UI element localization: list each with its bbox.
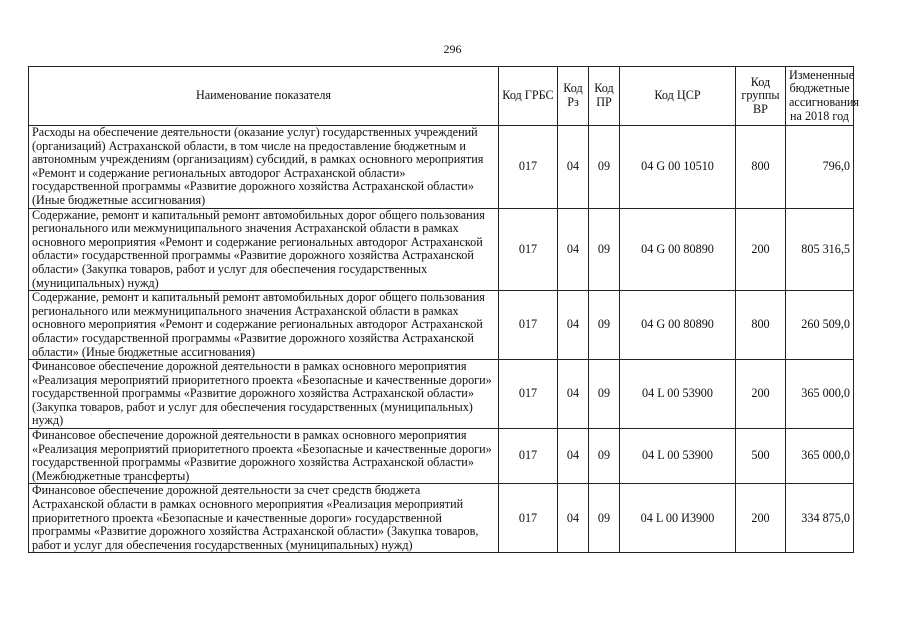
header-grbs: Код ГРБС xyxy=(499,67,558,126)
row-amount: 334 875,0 xyxy=(786,484,854,553)
row-rz: 04 xyxy=(558,360,589,429)
row-pr: 09 xyxy=(589,208,620,291)
row-amount: 365 000,0 xyxy=(786,429,854,484)
row-grbs: 017 xyxy=(499,360,558,429)
row-csr: 04 G 00 80890 xyxy=(620,291,736,360)
row-name: Финансовое обеспечение дорожной деятельности в рамках основного мероприятия «Реализация мероприятий приоритетного проекта «Безопасные и качественные дороги» государственной программы «Развитие дорожного хозяйства Астраханской области» (Межбюджетные трансферты) xyxy=(29,429,499,484)
row-grbs: 017 xyxy=(499,126,558,209)
table-row xyxy=(29,291,854,360)
table-row xyxy=(29,484,854,553)
header-rz: Код Рз xyxy=(558,67,589,126)
row-pr: 09 xyxy=(589,484,620,553)
row-csr: 04 G 00 10510 xyxy=(620,126,736,209)
header-pr: Код ПР xyxy=(589,67,620,126)
row-vr: 800 xyxy=(736,291,786,360)
budget-table xyxy=(28,66,860,553)
row-vr: 200 xyxy=(736,484,786,553)
row-csr: 04 L 00 53900 xyxy=(620,360,736,429)
row-name: Содержание, ремонт и капитальный ремонт автомобильных дорог общего пользования регионального или межмуниципального значения Астраханской области в рамках основного мероприятия «Ремонт и содержание региональных автодорог Астраханской области» государственной программы «Развитие дорожного хозяйства Астраханской области» (Иные бюджетные ассигнования) xyxy=(29,291,499,360)
row-rz: 04 xyxy=(558,291,589,360)
row-pr: 09 xyxy=(589,291,620,360)
row-pr: 09 xyxy=(589,126,620,209)
row-name: Финансовое обеспечение дорожной деятельности в рамках основного мероприятия «Реализация мероприятий приоритетного проекта «Безопасные и качественные дороги» государственной программы «Развитие дорожного хозяйства Астраханской области» (Закупка товаров, работ и услуг для обеспечения государственных (муниципальных) нужд) xyxy=(29,360,499,429)
row-vr: 800 xyxy=(736,126,786,209)
header-vr: Код группы ВР xyxy=(736,67,786,126)
row-name: Содержание, ремонт и капитальный ремонт автомобильных дорог общего пользования регионального или межмуниципального значения Астраханской области в рамках основного мероприятия «Ремонт и содержание региональных автодорог Астраханской области» государственной программы «Развитие дорожного хозяйства Астраханской области» (Закупка товаров, работ и услуг для обеспечения государственных (муниципальных) нужд) xyxy=(29,208,499,291)
header-name: Наименование показателя xyxy=(29,67,499,126)
row-csr: 04 L 00 И3900 xyxy=(620,484,736,553)
row-pr: 09 xyxy=(589,360,620,429)
row-vr: 200 xyxy=(736,208,786,291)
table-row xyxy=(29,126,854,209)
header-amount: Измененные бюджетные ассигнования на 2018 год xyxy=(786,67,854,126)
row-amount: 805 316,5 xyxy=(786,208,854,291)
page-number: 296 xyxy=(443,42,462,56)
table-row xyxy=(29,360,854,429)
row-name: Финансовое обеспечение дорожной деятельности за счет средств бюджета Астраханской области в рамках основного мероприятия «Реализация мероприятий приоритетного проекта «Безопасные и качественные дороги» государственной программы «Развитие дорожного хозяйства Астраханской области» (Закупка товаров, работ и услуг для обеспечения государственных (муниципальных) нужд) xyxy=(29,484,499,553)
row-rz: 04 xyxy=(558,126,589,209)
row-pr: 09 xyxy=(589,429,620,484)
row-csr: 04 G 00 80890 xyxy=(620,208,736,291)
row-grbs: 017 xyxy=(499,291,558,360)
row-vr: 200 xyxy=(736,360,786,429)
row-csr: 04 L 00 53900 xyxy=(620,429,736,484)
header-csr: Код ЦСР xyxy=(620,67,736,126)
row-name: Расходы на обеспечение деятельности (оказание услуг) государственных учреждений (организаций) Астраханской области, в том числе на предоставление бюджетным и автономным учреждениям (организациям) субсидий, в рамках основного мероприятия «Ремонт и содержание региональных автодорог Астраханской области» государственной программы «Развитие дорожного хозяйства Астраханской области» (Иные бюджетные ассигнования) xyxy=(29,126,499,209)
row-amount: 260 509,0 xyxy=(786,291,854,360)
row-amount: 796,0 xyxy=(786,126,854,209)
row-rz: 04 xyxy=(558,429,589,484)
table-row xyxy=(29,208,854,291)
row-grbs: 017 xyxy=(499,429,558,484)
table-row xyxy=(29,429,854,484)
row-rz: 04 xyxy=(558,208,589,291)
table-header-row xyxy=(29,67,854,126)
row-vr: 500 xyxy=(736,429,786,484)
row-grbs: 017 xyxy=(499,484,558,553)
row-rz: 04 xyxy=(558,484,589,553)
row-amount: 365 000,0 xyxy=(786,360,854,429)
row-grbs: 017 xyxy=(499,208,558,291)
